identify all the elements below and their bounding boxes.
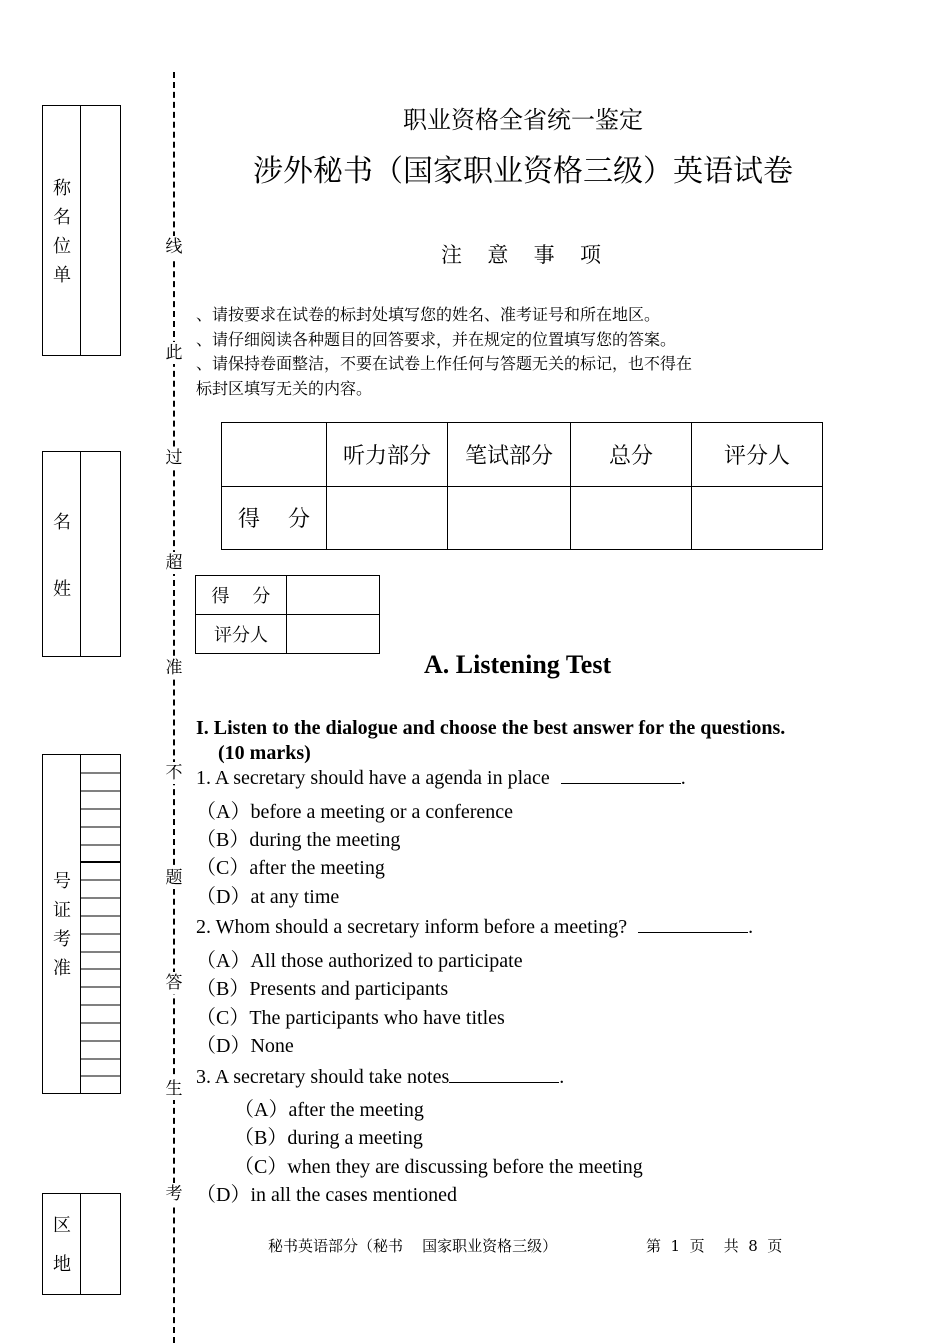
q2-option-c: （C）The participants who have titles xyxy=(196,1007,505,1029)
q1-option-d: （D）at any time xyxy=(196,886,340,908)
period: . xyxy=(559,1066,565,1088)
seal-char: 线 xyxy=(163,236,185,258)
section-title: A. Listening Test xyxy=(424,650,612,679)
question-1 xyxy=(196,767,686,790)
exam-number-label xyxy=(43,867,81,983)
q3-option-a: （A）after the meeting xyxy=(234,1099,424,1121)
section-score-label: 得 分 xyxy=(196,576,287,615)
exam-subtitle: 职业资格全省统一鉴定 xyxy=(403,106,643,134)
period: . xyxy=(748,916,754,938)
q3-option-c: （C）when they are discussing before the meeting xyxy=(234,1156,643,1178)
q2-option-b: （B）Presents and participants xyxy=(196,978,449,1000)
notice-item-1: 、请按要求在试卷的标封处填写您的姓名、准考证号和所在地区。 xyxy=(196,305,661,324)
section-grader-label: 评分人 xyxy=(196,615,287,654)
seal-dashed-line xyxy=(173,72,175,1343)
score-row-label: 得 分 xyxy=(222,486,327,550)
label-char: 位 xyxy=(53,236,71,257)
section-score-row xyxy=(196,576,380,615)
question-3-stem: 3. A secretary should take notes xyxy=(196,1066,450,1088)
seal-char: 考 xyxy=(163,1183,185,1205)
unit-name-label xyxy=(43,174,81,290)
q2-option-d: （D）None xyxy=(196,1035,294,1057)
header-written: 笔试部分 xyxy=(448,423,571,487)
score-grader-cell[interactable] xyxy=(692,486,823,550)
region-box[interactable] xyxy=(42,1193,121,1295)
section-grader-cell[interactable] xyxy=(287,615,380,654)
exam-number-box[interactable] xyxy=(42,754,121,1094)
score-total-cell[interactable] xyxy=(571,486,692,550)
seal-char: 生 xyxy=(163,1078,185,1100)
label-char: 考 xyxy=(53,929,71,950)
label-char: 区 xyxy=(53,1215,71,1236)
notice-item-2: 、请仔细阅读各种题目的回答要求，并在规定的位置填写您的答案。 xyxy=(196,330,677,349)
instruction-line-1: I. Listen to the dialogue and choose the best answer for the questions. xyxy=(196,717,786,739)
question-2 xyxy=(196,916,753,939)
score-table-score-row xyxy=(222,486,823,550)
q1-option-c: （C）after the meeting xyxy=(196,857,385,879)
region-label xyxy=(43,1211,81,1279)
seal-char: 过 xyxy=(163,447,185,469)
name-box[interactable] xyxy=(42,451,121,657)
label-char: 名 xyxy=(53,512,71,533)
instruction-line-2: (10 marks) xyxy=(218,742,311,764)
score-listening-cell[interactable] xyxy=(327,486,448,550)
label-char: 名 xyxy=(53,207,71,228)
label-char: 号 xyxy=(53,871,71,892)
header-listening: 听力部分 xyxy=(327,423,448,487)
answer-blank-3[interactable] xyxy=(449,1066,559,1083)
spacer xyxy=(43,1240,81,1250)
q1-option-a: （A）before a meeting or a conference xyxy=(196,801,514,823)
score-table xyxy=(221,422,823,550)
seal-char: 题 xyxy=(163,867,185,889)
name-label xyxy=(43,508,81,604)
label-char: 证 xyxy=(53,900,71,921)
notice-heading: 注 意 事 项 xyxy=(440,243,606,267)
label-char: 准 xyxy=(53,958,71,979)
question-2-stem: 2. Whom should a secretary inform before a meeting? xyxy=(196,916,628,938)
header-grader: 评分人 xyxy=(692,423,823,487)
period: . xyxy=(680,767,686,789)
notice-item-4: 标封区填写无关的内容。 xyxy=(196,379,373,398)
header-total: 总分 xyxy=(571,423,692,487)
score-written-cell[interactable] xyxy=(448,486,571,550)
section-score-cell[interactable] xyxy=(287,576,380,615)
seal-char: 准 xyxy=(163,657,185,679)
label-char: 姓 xyxy=(53,579,71,600)
question-1-stem: 1. A secretary should have a agenda in place xyxy=(196,767,550,789)
footer-page-number: 第 1 页 共 8 页 xyxy=(646,1237,783,1255)
exam-title: 涉外秘书（国家职业资格三级）英语试卷 xyxy=(253,154,793,189)
q1-option-b: （B）during the meeting xyxy=(196,829,401,851)
label-char: 地 xyxy=(53,1254,71,1275)
seal-char: 不 xyxy=(163,762,185,784)
seal-char: 超 xyxy=(163,552,185,574)
notice-item-3: 、请保持卷面整洁，不要在试卷上作任何与答题无关的标记，也不得在 xyxy=(196,354,693,373)
score-table-header-row xyxy=(222,423,823,487)
label-char: 称 xyxy=(53,178,71,199)
spacer xyxy=(43,537,81,575)
q3-option-b: （B）during a meeting xyxy=(234,1127,423,1149)
section-score-table xyxy=(195,575,380,654)
q2-option-a: （A）All those authorized to participate xyxy=(196,950,523,972)
answer-blank-2[interactable] xyxy=(638,916,748,933)
exam-number-grid xyxy=(81,755,121,1093)
unit-name-box[interactable] xyxy=(42,105,121,356)
score-table-corner xyxy=(222,423,327,487)
section-grader-row xyxy=(196,615,380,654)
seal-char: 答 xyxy=(163,972,185,994)
answer-blank-1[interactable] xyxy=(561,767,681,784)
seal-char: 此 xyxy=(163,342,185,364)
label-char: 单 xyxy=(53,265,71,286)
footer-course: 秘书英语部分（秘书 国家职业资格三级） xyxy=(268,1237,558,1255)
question-3 xyxy=(196,1066,564,1089)
q3-option-d: （D）in all the cases mentioned xyxy=(196,1184,458,1206)
